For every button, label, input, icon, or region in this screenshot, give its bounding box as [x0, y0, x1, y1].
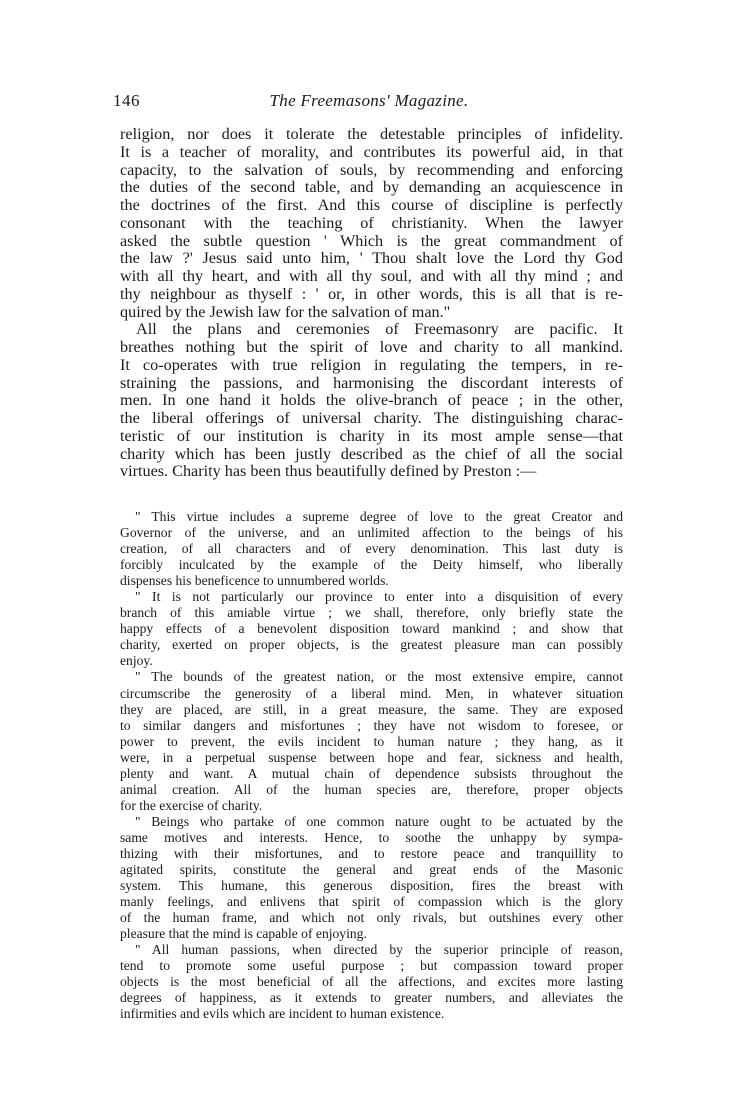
body-line: religion, nor does it tolerate the detestable principles of infidelity. [120, 125, 623, 143]
body-line: the duties of the second table, and by demanding an acquiescence in [120, 178, 623, 197]
quote-line: circumscribe the generosity of a liberal mind. Men, in whatever situation [120, 685, 623, 701]
quote-line: enjoy. [120, 653, 153, 669]
body-line: breathes nothing but the spirit of love and charity to all mankind. [120, 338, 623, 356]
body-line: with all thy heart, and with all thy soul, and with all thy mind ; and [120, 267, 623, 285]
body-line: thy neighbour as thyself : ' or, in other words, this is all that is re- [120, 284, 623, 303]
quote-line: animal creation. All of the human species are, therefore, proper objects [120, 781, 623, 797]
quote-line: pleasure that the mind is capable of enjoying. [120, 926, 367, 942]
quote-line: thizing with their misfortunes, and to restore peace and tranquillity to [120, 845, 623, 861]
quote-line: " The bounds of the greatest nation, or the most extensive empire, cannot [135, 669, 623, 685]
body-line: It is a teacher of morality, and contributes its powerful aid, in that [120, 142, 623, 161]
quote-line: happy effects of a benevolent disposition toward mankind ; and show that [120, 621, 623, 637]
body-text [120, 126, 623, 481]
quote-line: of the human frame, and which not only rivals, but outshines every other [120, 910, 623, 926]
body-line: men. In one hand it holds the olive-branch of peace ; in the other, [120, 391, 623, 410]
quote-line: were, in a perpetual suspense between hope and fear, sickness and health, [120, 749, 623, 765]
quote-line: for the exercise of charity. [120, 797, 263, 813]
quote-line: creation, of all characters and of every denomination. This last duty is [120, 541, 623, 557]
quote-line: manly feelings, and enlivens that spirit of compassion which is the glory [120, 894, 623, 910]
quote-line: degrees of happiness, as it extends to greater numbers, and alleviates the [120, 990, 623, 1006]
page-header [113, 91, 625, 117]
quote-line: to similar dangers and misfortunes ; they have not wisdom to foresee, or [120, 717, 623, 733]
body-line: straining the passions, and harmonising the discordant interests of [120, 373, 623, 392]
body-line: capacity, to the salvation of souls, by recommending and enforcing [120, 160, 623, 179]
quote-line: dispenses his beneficence to unnumbered worlds. [120, 573, 389, 589]
body-line: the liberal offerings of universal charity. The distinguishing charac- [120, 409, 623, 427]
preston-quotation [120, 509, 623, 1023]
body-line: the law ?' Jesus said unto him, ' Thou shalt love the Lord thy God [120, 249, 623, 268]
body-line: All the plans and ceremonies of Freemasonry are pacific. It [136, 320, 623, 339]
body-line: virtues. Charity has been thus beautifully defined by Preston :— [120, 462, 537, 481]
running-title: The Freemasons' Magazine. [269, 91, 469, 110]
quote-line: infirmities and evils which are incident to human existence. [120, 1006, 445, 1022]
body-line: It co-operates with true religion in regulating the tempers, in re- [120, 355, 623, 374]
quote-line: charity, exerted on proper objects, is the greatest pleasure man can possibly [120, 637, 623, 653]
quote-line: " All human passions, when directed by the superior principle of reason, [135, 942, 623, 958]
body-line: teristic of our institution is charity in its most ample sense—that [120, 426, 623, 445]
quote-line: " Beings who partake of one common nature ought to be actuated by the [135, 813, 623, 829]
quote-line: system. This humane, this generous disposition, fires the breast with [120, 878, 623, 894]
quote-line: branch of this amiable virtue ; we shall, therefore, only briefly state the [120, 605, 623, 621]
quote-line: power to prevent, the evils incident to human nature ; they hang, as it [120, 733, 623, 749]
quote-line: they are placed, are still, in a great measure, the same. They are exposed [120, 701, 623, 717]
quote-line: " This virtue includes a supreme degree of love to the great Creator and [135, 509, 623, 524]
quote-line: " It is not particularly our province to enter into a disquisition of every [135, 589, 623, 605]
quote-line: tend to promote some useful purpose ; but compassion toward proper [120, 958, 623, 974]
quote-line: objects is the most beneficial of all the affections, and excites more lasting [120, 974, 623, 990]
body-line: quired by the Jewish law for the salvation of man." [120, 302, 451, 321]
quote-line: agitated spirits, constitute the general and great ends of the Masonic [120, 862, 623, 878]
body-line: the doctrines of the first. And this course of discipline is perfectly [120, 196, 623, 214]
page-number: 146 [113, 91, 140, 110]
body-line: charity which has been justly described as the chief of all the social [120, 444, 623, 463]
quote-line: plenty and want. A mutual chain of dependence subsists throughout the [120, 765, 623, 781]
body-line: asked the subtle question ' Which is the great commandment of [120, 231, 623, 250]
quote-line: Governor of the universe, and an unlimited affection to the beings of his [120, 525, 623, 541]
quote-line: forcibly inculcated by the example of the Deity himself, who liberally [120, 557, 623, 573]
body-line: consonant with the teaching of christianity. When the lawyer [120, 213, 623, 232]
quote-line: same motives and interests. Hence, to soothe the unhappy by sympa- [120, 829, 623, 845]
